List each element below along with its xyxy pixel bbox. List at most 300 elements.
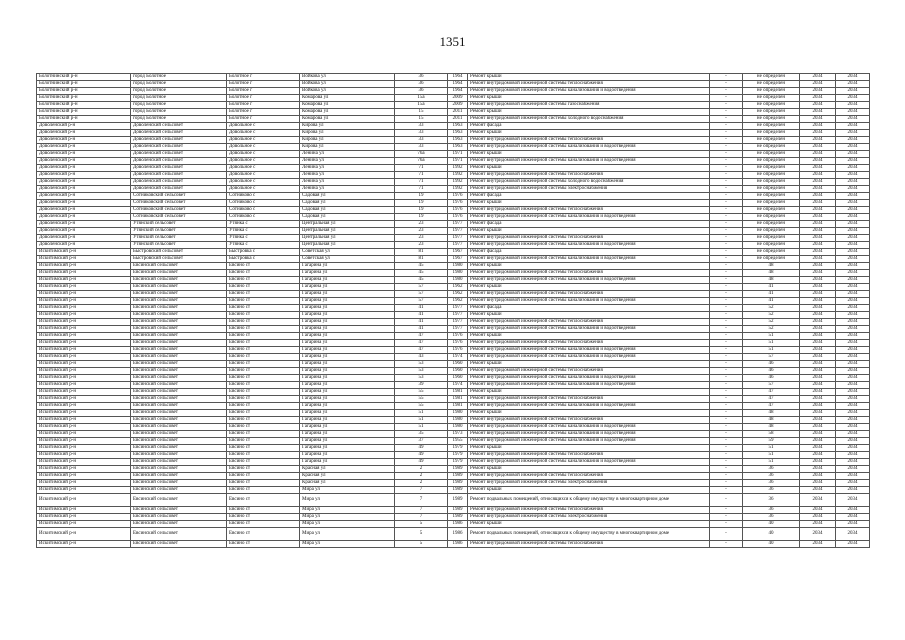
- municipality-cell: Доволенский сельсовет: [131, 144, 227, 151]
- year-end-cell: 2034: [836, 389, 870, 396]
- district-cell: Искитимский р-н: [37, 417, 131, 424]
- dash-cell: -: [710, 389, 743, 396]
- house-number-cell: 55: [395, 403, 448, 410]
- municipality-cell: Евсинский сельсовет: [131, 326, 227, 333]
- street-cell: Кирова ул: [300, 137, 395, 144]
- table-row: [37, 480, 870, 487]
- house-number-cell: 35: [395, 431, 448, 438]
- district-cell: Доволенский р-н: [37, 144, 131, 151]
- municipality-cell: Евсинский сельсовет: [131, 494, 227, 507]
- year-end-cell: 2034: [836, 263, 870, 270]
- year-end-cell: 2034: [836, 480, 870, 487]
- street-cell: Комарова ул: [300, 116, 395, 123]
- table-row: [37, 193, 870, 200]
- year-start-cell: 2034: [800, 151, 836, 158]
- work-type-cell: Ремонт внутридомовой инженерной системы теплоснабжения: [468, 396, 710, 403]
- street-cell: Гагарина ул: [300, 354, 395, 361]
- work-type-cell: Ремонт внутридомовой инженерной системы теплоснабжения: [468, 172, 710, 179]
- house-number-cell: 71: [395, 165, 448, 172]
- settlement-cell: Евсино ст: [227, 417, 300, 424]
- street-cell: Ленина ул: [300, 165, 395, 172]
- year-built-cell: 1992: [448, 179, 468, 186]
- house-number-cell: 45: [395, 270, 448, 277]
- cost-cell: 48: [743, 277, 800, 284]
- municipality-cell: Сотниковский сельсовет: [131, 200, 227, 207]
- year-end-cell: 2034: [836, 256, 870, 263]
- table-row: [37, 298, 870, 305]
- house-number-cell: 45: [395, 277, 448, 284]
- cost-cell: не определен: [743, 249, 800, 256]
- district-cell: Искитимский р-н: [37, 452, 131, 459]
- district-cell: Искитимский р-н: [37, 291, 131, 298]
- cost-cell: не определен: [743, 116, 800, 123]
- year-built-cell: 2011: [448, 109, 468, 116]
- settlement-cell: Евсино ст: [227, 507, 300, 514]
- cost-cell: не определен: [743, 130, 800, 137]
- settlement-cell: Евсино ст: [227, 333, 300, 340]
- street-cell: Гагарина ул: [300, 270, 395, 277]
- street-cell: Гагарина ул: [300, 305, 395, 312]
- dash-cell: -: [710, 130, 743, 137]
- municipality-cell: Евсинский сельсовет: [131, 305, 227, 312]
- work-type-cell: Ремонт внутридомовой инженерной системы канализования и водоотведения: [468, 424, 710, 431]
- cost-cell: не определен: [743, 221, 800, 228]
- table-row: [37, 200, 870, 207]
- table-row: [37, 396, 870, 403]
- cost-cell: 57: [743, 354, 800, 361]
- settlement-cell: Евсино ст: [227, 347, 300, 354]
- house-number-cell: 41: [395, 326, 448, 333]
- dash-cell: -: [710, 158, 743, 165]
- dash-cell: -: [710, 172, 743, 179]
- table-row: [37, 123, 870, 130]
- year-built-cell: 1977: [448, 305, 468, 312]
- work-type-cell: Ремонт внутридомовой инженерной системы холодного водоснабжения: [468, 179, 710, 186]
- district-cell: Болотнинский р-н: [37, 88, 131, 95]
- work-type-cell: Ремонт крыши: [468, 361, 710, 368]
- year-built-cell: 1960: [448, 361, 468, 368]
- year-end-cell: 2034: [836, 541, 870, 548]
- cost-cell: не определен: [743, 186, 800, 193]
- table-row: [37, 207, 870, 214]
- year-start-cell: 2034: [800, 494, 836, 507]
- year-end-cell: 2034: [836, 242, 870, 249]
- year-built-cell: 1960: [448, 368, 468, 375]
- settlement-cell: Довольное с: [227, 172, 300, 179]
- year-end-cell: 2034: [836, 521, 870, 528]
- work-type-cell: Ремонт фасада: [468, 305, 710, 312]
- year-built-cell: 1977: [448, 326, 468, 333]
- dash-cell: -: [710, 242, 743, 249]
- municipality-cell: Доволенский сельсовет: [131, 179, 227, 186]
- settlement-cell: Довольное с: [227, 123, 300, 130]
- work-type-cell: Ремонт крыши: [468, 109, 710, 116]
- cost-cell: 36: [743, 480, 800, 487]
- dash-cell: -: [710, 507, 743, 514]
- table-row: [37, 354, 870, 361]
- district-cell: Искитимский р-н: [37, 459, 131, 466]
- work-type-cell: Ремонт крыши: [468, 130, 710, 137]
- dash-cell: -: [710, 207, 743, 214]
- street-cell: Комарова ул: [300, 102, 395, 109]
- house-number-cell: 76а: [395, 151, 448, 158]
- year-end-cell: 2034: [836, 123, 870, 130]
- cost-cell: 51: [743, 459, 800, 466]
- table-row: [37, 403, 870, 410]
- street-cell: Ленина ул: [300, 172, 395, 179]
- house-number-cell: 76а: [395, 158, 448, 165]
- cost-cell: не определен: [743, 74, 800, 81]
- district-cell: Искитимский р-н: [37, 340, 131, 347]
- table-row: [37, 410, 870, 417]
- table-row: [37, 88, 870, 95]
- year-start-cell: 2034: [800, 417, 836, 424]
- work-type-cell: Ремонт крыши: [468, 263, 710, 270]
- dash-cell: -: [710, 396, 743, 403]
- settlement-cell: Евсино ст: [227, 354, 300, 361]
- year-start-cell: 2034: [800, 172, 836, 179]
- table-row: [37, 361, 870, 368]
- year-built-cell: 1977: [448, 221, 468, 228]
- dash-cell: -: [710, 123, 743, 130]
- municipality-cell: Евсинский сельсовет: [131, 319, 227, 326]
- year-start-cell: 2034: [800, 459, 836, 466]
- house-number-cell: 57: [395, 291, 448, 298]
- table-row: [37, 151, 870, 158]
- settlement-cell: Евсино ст: [227, 445, 300, 452]
- municipality-cell: Евсинский сельсовет: [131, 410, 227, 417]
- year-built-cell: 1992: [448, 186, 468, 193]
- year-built-cell: 1977: [448, 235, 468, 242]
- cost-cell: 36: [743, 487, 800, 494]
- table-row: [37, 214, 870, 221]
- house-number-cell: 51: [395, 417, 448, 424]
- street-cell: Садовая ул: [300, 200, 395, 207]
- table-row: [37, 74, 870, 81]
- municipality-cell: Евсинский сельсовет: [131, 452, 227, 459]
- municipality-cell: Евсинский сельсовет: [131, 403, 227, 410]
- year-start-cell: 2034: [800, 452, 836, 459]
- municipality-cell: Утянский сельсовет: [131, 221, 227, 228]
- year-start-cell: 2034: [800, 466, 836, 473]
- cost-cell: не определен: [743, 235, 800, 242]
- year-end-cell: 2034: [836, 165, 870, 172]
- work-type-cell: Ремонт крыши: [468, 333, 710, 340]
- work-type-cell: Ремонт внутридомовой инженерной системы теплоснабжения: [468, 207, 710, 214]
- street-cell: Садовая ул: [300, 207, 395, 214]
- page-number: 1351: [439, 34, 466, 49]
- year-start-cell: 2034: [800, 521, 836, 528]
- municipality-cell: Евсинский сельсовет: [131, 541, 227, 548]
- year-end-cell: 2034: [836, 298, 870, 305]
- house-number-cell: 7: [395, 487, 448, 494]
- district-cell: Искитимский р-н: [37, 431, 131, 438]
- year-start-cell: 2034: [800, 249, 836, 256]
- street-cell: Гагарина ул: [300, 459, 395, 466]
- cost-cell: 40: [743, 528, 800, 541]
- district-cell: Доволенский р-н: [37, 130, 131, 137]
- dash-cell: -: [710, 74, 743, 81]
- year-start-cell: 2034: [800, 186, 836, 193]
- settlement-cell: Утянка с: [227, 228, 300, 235]
- year-start-cell: 2034: [800, 116, 836, 123]
- municipality-cell: город Болотное: [131, 88, 227, 95]
- year-end-cell: 2034: [836, 284, 870, 291]
- street-cell: Садовая ул: [300, 214, 395, 221]
- street-cell: Мира ул: [300, 541, 395, 548]
- street-cell: Гагарина ул: [300, 417, 395, 424]
- year-start-cell: 2034: [800, 214, 836, 221]
- municipality-cell: Евсинский сельсовет: [131, 396, 227, 403]
- cost-cell: 57: [743, 382, 800, 389]
- district-cell: Искитимский р-н: [37, 480, 131, 487]
- settlement-cell: Болотное г: [227, 88, 300, 95]
- municipality-cell: город Болотное: [131, 116, 227, 123]
- table-row: [37, 347, 870, 354]
- settlement-cell: Евсино ст: [227, 473, 300, 480]
- house-number-cell: 47: [395, 340, 448, 347]
- settlement-cell: Довольное с: [227, 179, 300, 186]
- table-row: [37, 130, 870, 137]
- settlement-cell: Евсино ст: [227, 494, 300, 507]
- district-cell: Искитимский р-н: [37, 466, 131, 473]
- street-cell: Гагарина ул: [300, 298, 395, 305]
- cost-cell: не определен: [743, 179, 800, 186]
- work-type-cell: Ремонт внутридомовой инженерной системы электроснабжения: [468, 186, 710, 193]
- municipality-cell: Евсинский сельсовет: [131, 389, 227, 396]
- year-start-cell: 2034: [800, 333, 836, 340]
- year-built-cell: 1980: [448, 263, 468, 270]
- table-body: [37, 74, 870, 548]
- year-end-cell: 2034: [836, 158, 870, 165]
- dash-cell: -: [710, 291, 743, 298]
- work-type-cell: Ремонт крыши: [468, 200, 710, 207]
- year-built-cell: 1962: [448, 298, 468, 305]
- house-number-cell: 23: [395, 235, 448, 242]
- cost-cell: 51: [743, 340, 800, 347]
- house-number-cell: 7: [395, 494, 448, 507]
- work-type-cell: Ремонт внутридомовой инженерной системы теплоснабжения: [468, 81, 710, 88]
- settlement-cell: Евсино ст: [227, 487, 300, 494]
- street-cell: Гагарина ул: [300, 389, 395, 396]
- street-cell: Гагарина ул: [300, 263, 395, 270]
- district-cell: Искитимский р-н: [37, 445, 131, 452]
- street-cell: Гагарина ул: [300, 431, 395, 438]
- year-end-cell: 2034: [836, 193, 870, 200]
- work-type-cell: Ремонт крыши: [468, 466, 710, 473]
- year-start-cell: 2034: [800, 473, 836, 480]
- dash-cell: -: [710, 228, 743, 235]
- house-number-cell: 57: [395, 298, 448, 305]
- house-number-cell: 47: [395, 333, 448, 340]
- street-cell: Мира ул: [300, 528, 395, 541]
- work-type-cell: Ремонт внутридомовой инженерной системы канализования и водоотведения: [468, 403, 710, 410]
- work-type-cell: Ремонт крыши: [468, 312, 710, 319]
- year-built-cell: 1989: [448, 507, 468, 514]
- year-start-cell: 2034: [800, 256, 836, 263]
- district-cell: Искитимский р-н: [37, 507, 131, 514]
- year-built-cell: 1989: [448, 480, 468, 487]
- table-row: [37, 109, 870, 116]
- table-row: [37, 487, 870, 494]
- table-row: [37, 256, 870, 263]
- work-type-cell: Ремонт крыши: [468, 284, 710, 291]
- street-cell: Красная ул: [300, 473, 395, 480]
- settlement-cell: Евсино ст: [227, 459, 300, 466]
- year-start-cell: 2034: [800, 193, 836, 200]
- house-number-cell: 53: [395, 361, 448, 368]
- table-row: [37, 116, 870, 123]
- district-cell: Искитимский р-н: [37, 521, 131, 528]
- house-number-cell: 23: [395, 242, 448, 249]
- year-end-cell: 2034: [836, 361, 870, 368]
- dash-cell: -: [710, 249, 743, 256]
- dash-cell: -: [710, 347, 743, 354]
- settlement-cell: Утянка с: [227, 235, 300, 242]
- table-row: [37, 312, 870, 319]
- settlement-cell: Евсино ст: [227, 396, 300, 403]
- municipality-cell: Евсинский сельсовет: [131, 298, 227, 305]
- dash-cell: -: [710, 459, 743, 466]
- district-cell: Искитимский р-н: [37, 528, 131, 541]
- street-cell: Войкова ул: [300, 81, 395, 88]
- municipality-cell: город Болотное: [131, 102, 227, 109]
- settlement-cell: Евсино ст: [227, 375, 300, 382]
- district-cell: Искитимский р-н: [37, 256, 131, 263]
- cost-cell: 52: [743, 305, 800, 312]
- settlement-cell: Евсино ст: [227, 528, 300, 541]
- cost-cell: 52: [743, 312, 800, 319]
- year-end-cell: 2034: [836, 347, 870, 354]
- cost-cell: 41: [743, 284, 800, 291]
- work-type-cell: Ремонт внутридомовой инженерной системы электроснабжения: [468, 514, 710, 521]
- year-end-cell: 2034: [836, 368, 870, 375]
- year-built-cell: 1992: [448, 165, 468, 172]
- dash-cell: -: [710, 270, 743, 277]
- work-type-cell: Ремонт внутридомовой инженерной системы теплоснабжения: [468, 319, 710, 326]
- work-type-cell: Ремонт внутридомовой инженерной системы теплоснабжения: [468, 291, 710, 298]
- district-cell: Искитимский р-н: [37, 284, 131, 291]
- street-cell: Центральная ул: [300, 242, 395, 249]
- municipality-cell: Доволенский сельсовет: [131, 172, 227, 179]
- dash-cell: -: [710, 256, 743, 263]
- work-type-cell: Ремонт внутридомовой инженерной системы канализования и водоотведения: [468, 158, 710, 165]
- settlement-cell: Болотное г: [227, 95, 300, 102]
- year-end-cell: 2034: [836, 528, 870, 541]
- dash-cell: -: [710, 466, 743, 473]
- municipality-cell: Евсинский сельсовет: [131, 466, 227, 473]
- district-cell: Доволенский р-н: [37, 158, 131, 165]
- street-cell: Мира ул: [300, 494, 395, 507]
- street-cell: Ленина ул: [300, 151, 395, 158]
- dash-cell: -: [710, 116, 743, 123]
- dash-cell: -: [710, 102, 743, 109]
- settlement-cell: Евсино ст: [227, 480, 300, 487]
- cost-cell: не определен: [743, 214, 800, 221]
- year-start-cell: 2034: [800, 480, 836, 487]
- municipality-cell: Евсинский сельсовет: [131, 284, 227, 291]
- house-number-cell: 45: [395, 263, 448, 270]
- district-cell: Искитимский р-н: [37, 403, 131, 410]
- year-start-cell: 2034: [800, 507, 836, 514]
- table-row: [37, 137, 870, 144]
- year-built-cell: 1967: [448, 256, 468, 263]
- municipality-cell: Евсинский сельсовет: [131, 438, 227, 445]
- dash-cell: -: [710, 221, 743, 228]
- dash-cell: -: [710, 137, 743, 144]
- street-cell: Кирова ул: [300, 123, 395, 130]
- street-cell: Гагарина ул: [300, 333, 395, 340]
- year-built-cell: 1976: [448, 347, 468, 354]
- year-end-cell: 2034: [836, 326, 870, 333]
- year-built-cell: 1979: [448, 452, 468, 459]
- district-cell: Доволенский р-н: [37, 165, 131, 172]
- work-type-cell: Ремонт внутридомовой инженерной системы канализования и водоотведения: [468, 459, 710, 466]
- settlement-cell: Евсино ст: [227, 541, 300, 548]
- dash-cell: -: [710, 312, 743, 319]
- work-type-cell: Ремонт крыши: [468, 151, 710, 158]
- municipality-cell: Утянский сельсовет: [131, 228, 227, 235]
- municipality-cell: Доволенский сельсовет: [131, 158, 227, 165]
- work-type-cell: Ремонт крыши: [468, 521, 710, 528]
- settlement-cell: Евсино ст: [227, 277, 300, 284]
- dash-cell: -: [710, 235, 743, 242]
- work-type-cell: Ремонт внутридомовой инженерной системы канализования и водоотведения: [468, 88, 710, 95]
- district-cell: Искитимский р-н: [37, 298, 131, 305]
- municipality-cell: Сотниковский сельсовет: [131, 214, 227, 221]
- year-end-cell: 2034: [836, 487, 870, 494]
- table-row: [37, 165, 870, 172]
- year-end-cell: 2034: [836, 102, 870, 109]
- settlement-cell: Болотное г: [227, 116, 300, 123]
- table-row: [37, 494, 870, 507]
- table-row: [37, 514, 870, 521]
- year-built-cell: 1955: [448, 438, 468, 445]
- year-built-cell: 1992: [448, 172, 468, 179]
- street-cell: Центральная ул: [300, 235, 395, 242]
- work-type-cell: Ремонт крыши: [468, 74, 710, 81]
- year-built-cell: 1976: [448, 214, 468, 221]
- year-end-cell: 2034: [836, 452, 870, 459]
- work-type-cell: Ремонт внутридомовой инженерной системы электроснабжения: [468, 480, 710, 487]
- table-row: [37, 277, 870, 284]
- district-cell: Искитимский р-н: [37, 487, 131, 494]
- year-start-cell: 2034: [800, 263, 836, 270]
- table-row: [37, 507, 870, 514]
- year-built-cell: 1974: [448, 382, 468, 389]
- cost-cell: 48: [743, 410, 800, 417]
- year-start-cell: 2034: [800, 88, 836, 95]
- year-end-cell: 2034: [836, 221, 870, 228]
- year-start-cell: 2034: [800, 221, 836, 228]
- cost-cell: 36: [743, 473, 800, 480]
- table-row: [37, 144, 870, 151]
- cost-cell: 36: [743, 494, 800, 507]
- street-cell: Гагарина ул: [300, 326, 395, 333]
- cost-cell: 51: [743, 333, 800, 340]
- municipality-cell: Евсинский сельсовет: [131, 473, 227, 480]
- cost-cell: не определен: [743, 256, 800, 263]
- street-cell: Гагарина ул: [300, 277, 395, 284]
- table-row: [37, 221, 870, 228]
- year-end-cell: 2034: [836, 228, 870, 235]
- street-cell: Кирова ул: [300, 144, 395, 151]
- dash-cell: -: [710, 480, 743, 487]
- house-number-cell: 49: [395, 452, 448, 459]
- work-type-cell: Ремонт внутридомовой инженерной системы канализования и водоотведения: [468, 431, 710, 438]
- table-row: [37, 333, 870, 340]
- street-cell: Гагарина ул: [300, 368, 395, 375]
